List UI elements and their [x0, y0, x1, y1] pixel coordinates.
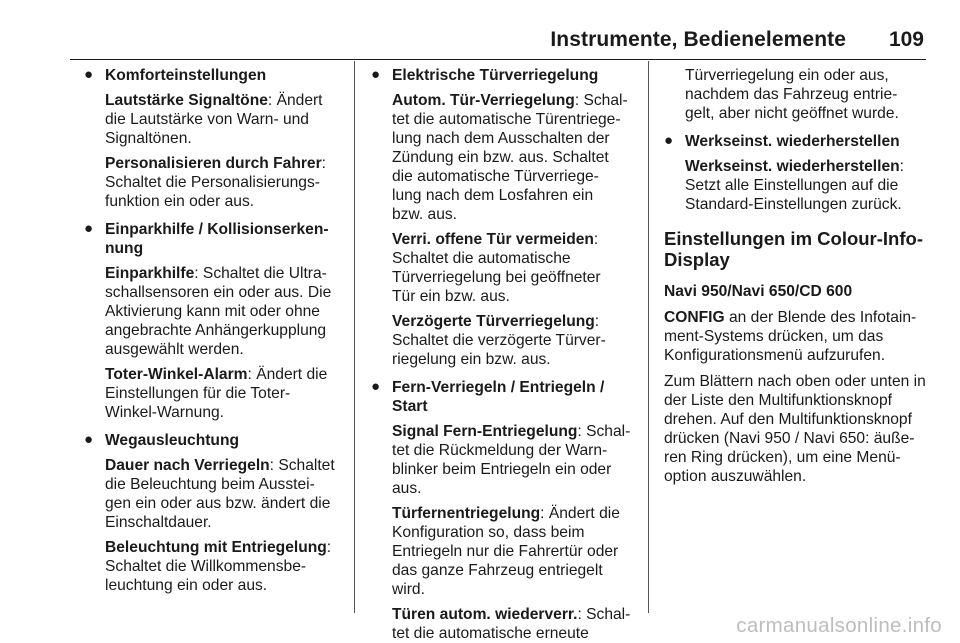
watermark: carmanualsonline.info: [736, 614, 942, 637]
setting-text: : Schal- tet die automatische Türentriege- lung nach dem Ausschalten der Zündung ein bzw. aus. Schaltet die automatische Türverriege- lung nach dem Losfahren ein bzw. aus.: [392, 92, 628, 223]
column-3: [664, 66, 932, 486]
setting-description: [105, 91, 346, 148]
item-title: Elektrische Türverriegelung: [392, 67, 599, 84]
setting-label: Toter-Winkel-Alarm: [105, 366, 248, 383]
bullet-icon: ●: [371, 66, 381, 83]
setting-description: [392, 312, 634, 369]
config-text: an der Blende des Infotain- ment-Systems drücken, um das Konfigurationsmenü aufzurufen.: [664, 309, 917, 364]
setting-text: : Ändert die Einstellungen für die Toter- Winkel-Warnung.: [105, 366, 328, 421]
scroll-instructions: Zum Blättern nach oben oder unten in der Liste den Multifunktionsknopf drehen. Auf den Multifunktionsknopf drücken (Navi 950 / Navi 650: äuße- ren Ring drücken), um eine Menü- option auszuwählen.: [664, 373, 926, 485]
list-item: [84, 66, 346, 211]
setting-label: Verzögerte Türverriegelung: [392, 313, 595, 330]
item-title: Fern-Verriegeln / Entriegeln / Start: [392, 379, 605, 415]
column-divider-1: [354, 61, 355, 613]
setting-label: Signal Fern-Entriegelung: [392, 423, 578, 440]
setting-text: : Schaltet die verzögerte Türver- riegelung ein bzw. aus.: [392, 313, 606, 368]
config-label: CONFIG: [664, 309, 725, 326]
setting-description: [392, 605, 634, 643]
page-header: [70, 26, 926, 60]
bullet-icon: ●: [84, 431, 94, 448]
setting-text: : Schaltet die Personalisierungs- funktion ein oder aus.: [105, 155, 327, 210]
list-item: [371, 378, 634, 643]
bullet-icon: ●: [371, 378, 381, 395]
setting-label: Lautstärke Signaltöne: [105, 92, 268, 109]
setting-description: [105, 365, 346, 422]
setting-description: [392, 504, 634, 599]
item-title: Wegausleuchtung: [105, 432, 240, 449]
setting-text: : Setzt alle Einstellungen auf die Standard-Einstellungen zurück.: [685, 158, 904, 213]
continued-text: Türverriegelung ein oder aus, nachdem das Fahrzeug entrie- gelt, aber nicht geöffnet wurde.: [685, 67, 899, 122]
item-title: Werkseinst. wiederherstellen: [685, 133, 900, 150]
setting-text: : Ändert die Lautstärke von Warn- und Signaltönen.: [105, 92, 323, 147]
header-rule: [70, 59, 926, 60]
bullet-icon: ●: [84, 66, 94, 83]
setting-label: Verri. offene Tür vermeiden: [392, 231, 594, 248]
setting-text: : Schal- tet die automatische erneute: [392, 606, 631, 642]
setting-text: : Ändert die Konfiguration so, dass beim Entriegeln nur die Fahrertür oder das ganze Fahrzeug entriegelt wird.: [392, 505, 620, 598]
setting-label: Autom. Tür-Verriegelung: [392, 92, 575, 109]
column-2: [371, 66, 634, 643]
setting-description: [105, 456, 346, 532]
section-heading: Einstellungen im Colour-Info- Display: [664, 228, 923, 270]
setting-label: Werkseinst. wiederherstellen: [685, 158, 900, 175]
item-title: Einparkhilfe / Kollisionserken- nung: [105, 221, 329, 257]
list-item: [664, 132, 932, 214]
setting-text: : Schaltet die Ultra- schallsensoren ein oder aus. Die Aktivierung kann mit oder ohne angebrachte Anhängerkupplung ausgewählt werden.: [105, 265, 332, 358]
setting-description: [105, 538, 346, 595]
setting-description: [392, 91, 634, 224]
setting-text: : Schal- tet die Rückmeldung der Warn- blinker beim Entriegeln ein oder aus.: [392, 423, 631, 497]
bullet-icon: ●: [664, 132, 674, 149]
list-item: [84, 431, 346, 595]
subheading: Navi 950/Navi 650/CD 600: [664, 283, 853, 300]
setting-label: Beleuchtung mit Entriegelung: [105, 539, 327, 556]
setting-label: Einparkhilfe: [105, 265, 195, 282]
config-paragraph: [664, 308, 932, 365]
setting-description: [105, 264, 346, 359]
setting-label: Türfernentriegelung: [392, 505, 541, 522]
item-title: Komforteinstellungen: [105, 67, 267, 84]
list-item: [371, 66, 634, 369]
bullet-icon: ●: [84, 220, 94, 237]
setting-description: [685, 157, 932, 214]
page-number: 109: [888, 28, 924, 51]
column-1: [84, 66, 346, 595]
setting-description: [105, 154, 346, 211]
setting-description: [392, 230, 634, 306]
setting-label: Personalisieren durch Fahrer: [105, 155, 322, 172]
setting-text: : Schaltet die Willkommensbe- leuchtung ein oder aus.: [105, 539, 332, 594]
column-divider-2: [648, 61, 649, 613]
setting-label: Türen autom. wiederverr.: [392, 606, 578, 623]
setting-description: [392, 422, 634, 498]
setting-text: : Schaltet die automatische Türverriegelung bei geöffneter Tür ein bzw. aus.: [392, 231, 601, 305]
setting-text: : Schaltet die Beleuchtung beim Ausstei- gen ein oder aus bzw. ändert die Einschaltdauer.: [105, 457, 335, 531]
setting-label: Dauer nach Verriegeln: [105, 457, 270, 474]
page-title: Instrumente, Bedienelemente: [550, 28, 846, 51]
list-item: [84, 220, 346, 422]
